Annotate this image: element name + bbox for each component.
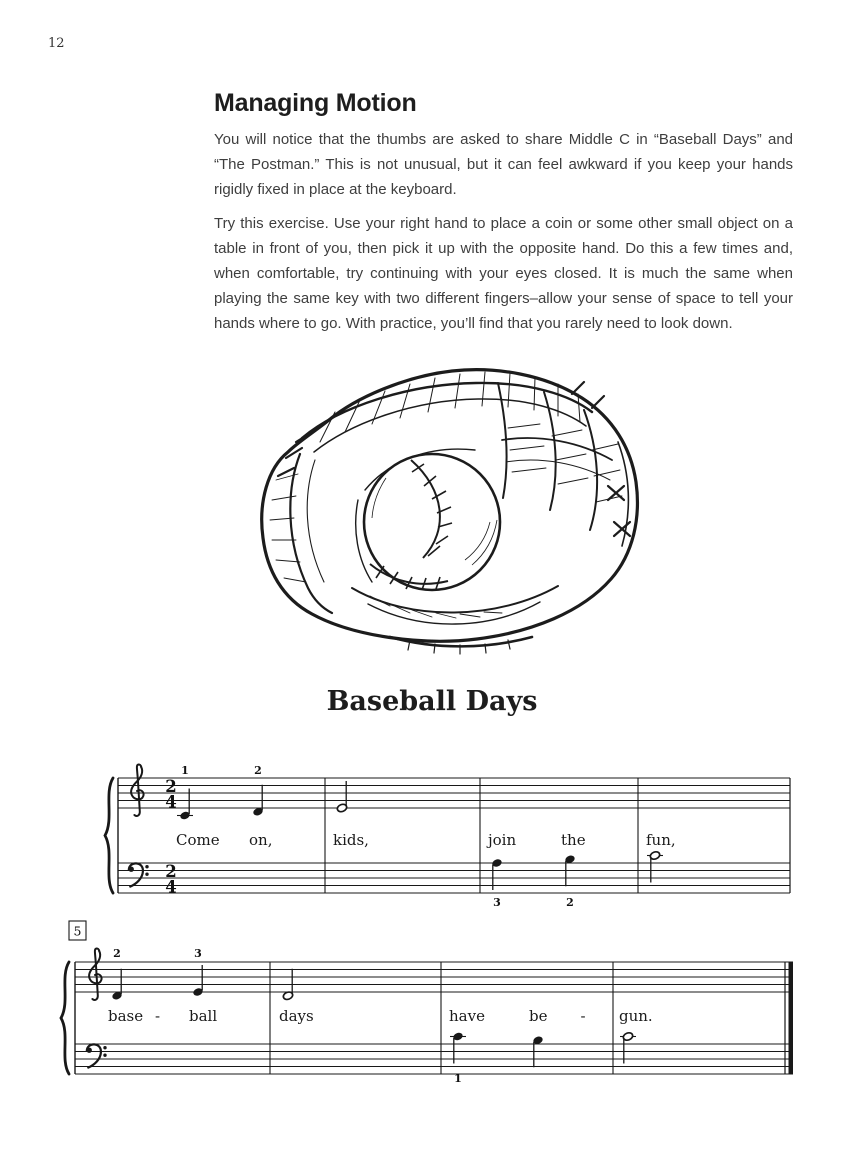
music-system-1 (55, 750, 805, 915)
system-brace (105, 778, 113, 893)
st-ts: 2 (165, 862, 177, 881)
grand-staff-system-1 (55, 750, 805, 915)
st-finger: 1 (454, 1072, 462, 1085)
baseball-glove-illustration (240, 350, 650, 670)
grand-staff-system-2 (55, 915, 805, 1093)
st-lyric: have (449, 1007, 485, 1025)
bass-clef (87, 1044, 107, 1067)
st-lyric: the (561, 831, 586, 849)
st-mnum: 5 (73, 923, 82, 939)
st-ts: 2 (165, 777, 177, 796)
baseball (364, 454, 500, 590)
final-barline (789, 962, 794, 1074)
st-ts: 4 (165, 792, 177, 812)
system-brace (61, 962, 69, 1074)
glove-svg (240, 350, 650, 670)
st-lyric: Come (176, 831, 220, 849)
st-finger: 3 (194, 947, 202, 960)
bass-clef (129, 863, 149, 886)
st-lyric: - (154, 1007, 161, 1025)
song-title: Baseball Days (326, 686, 538, 717)
st-finger: 2 (566, 896, 574, 909)
st-lyric: on, (249, 831, 273, 849)
st-ts: 4 (165, 877, 177, 897)
page-number: 12 (48, 36, 65, 51)
st-finger: 3 (493, 896, 501, 909)
st-finger: 2 (113, 947, 121, 960)
st-lyric: kids, (333, 831, 369, 849)
st-lyric: - (580, 1007, 586, 1025)
paragraph-1: You will notice that the thumbs are asked to share Middle C in “Baseball Days” and “The Postman.” This is not unusual, but it can feel awkward if you keep your hands rigidly fixed in place at the keyboard. (214, 131, 793, 198)
paragraph-2: Try this exercise. Use your right hand to place a coin or some other small object on a table in front of you, then pick it up with the opposite hand. Do this a few times and, when comfortable, try continuing with your eyes closed. It is much the same when playing the same key with two different fingers–allow your sense of space to tell your hands where to go. With practice, you’ll find that you rarely need to look down. (214, 215, 793, 332)
st-lyric: base (108, 1007, 144, 1025)
st-lyric: join (488, 831, 517, 849)
st-lyric: ball (189, 1007, 218, 1025)
st-lyric: fun, (646, 831, 676, 849)
st-lyric: be (529, 1007, 548, 1025)
st-finger: 1 (181, 764, 189, 777)
section-heading: Managing Motion (214, 88, 417, 117)
st-lyric: days (279, 1007, 314, 1025)
st-finger: 2 (254, 764, 262, 777)
music-system-2 (55, 915, 805, 1093)
st-lyric: gun. (619, 1007, 653, 1025)
